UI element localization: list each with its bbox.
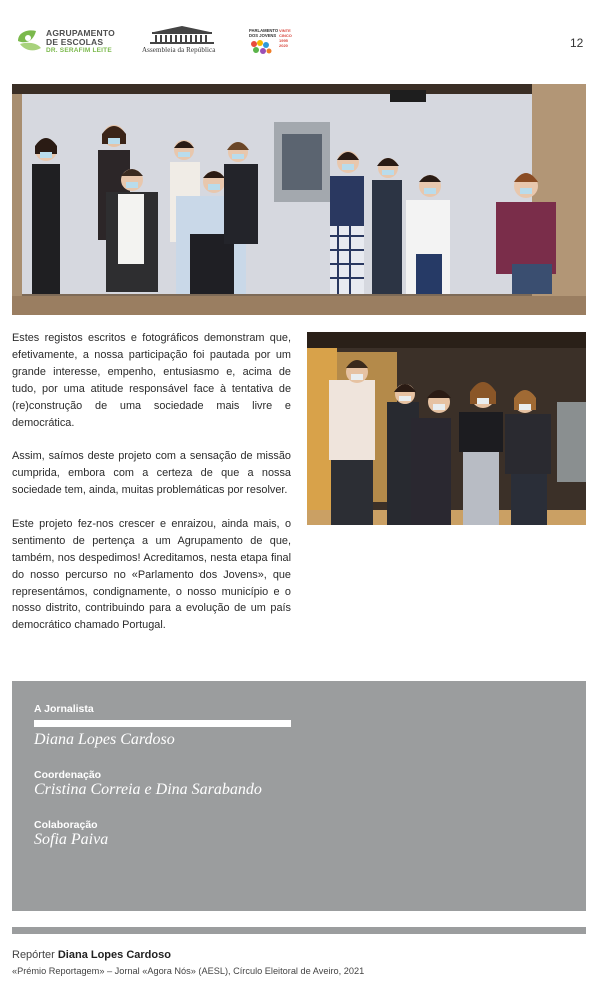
school-logo xyxy=(12,26,122,58)
parliament-building-icon xyxy=(146,26,218,44)
article-paragraph: Este projeto fez-nos crescer e enraizou, ainda mais, o sentimento de pertença a um Agrupamento de que, também, nos despedimos! Acreditamos, nesta etapa final do nosso percurso no «Parlamento dos Jovens», que representámos, condignamente, o nosso município e o nosso distrito, contribuindo para a evolução de um país democrático chamado Portugal. xyxy=(12,517,291,632)
assembly-logo-text: Assembleia da República xyxy=(142,46,216,54)
school-logo-line2: DE ESCOLAS xyxy=(46,37,104,47)
youth-logo-years: VINTE CINCO 1995 2020 xyxy=(279,28,292,48)
group-photo-girls xyxy=(307,332,586,525)
article-paragraph: Estes registos escritos e fotográficos demonstram que, efetivamente, a nossa participação foi pautada por um grande interesse, empenho, entusiasmo e, acima de tudo, por uma atitude responsável face à tentativa de (re)construção de uma sociedade mais livre e democrática. xyxy=(12,332,291,429)
reporter-name: Diana Lopes Cardoso xyxy=(57,949,171,961)
colorful-circles-icon xyxy=(249,39,273,55)
youth-logo-text: PARLAMENTO DOS JOVENS xyxy=(249,28,279,38)
article-paragraph: Assim, saímos deste projeto com a sensação de missão cumprida, embora com a certeza de que a nossa sociedade tem, ainda, muitas problemáticas por resolver. xyxy=(12,450,291,497)
journalist-name: Diana Lopes Cardoso xyxy=(34,731,175,748)
article-body xyxy=(12,330,291,651)
journalist-label: A Jornalista xyxy=(34,703,94,715)
credits-box xyxy=(12,681,586,911)
reporter-line xyxy=(12,949,171,961)
footer-divider xyxy=(12,927,586,934)
school-logo-line3: DR. SERAFIM LEITE xyxy=(46,47,112,54)
page-header xyxy=(0,0,600,80)
group-photo-stage xyxy=(12,84,586,315)
coordination-label: Coordenação xyxy=(34,769,102,781)
assembly-logo xyxy=(140,26,226,58)
collaboration-name: Sofia Paiva xyxy=(34,831,109,848)
group-photo-illustration xyxy=(307,332,586,525)
youth-parliament-logo xyxy=(248,26,298,58)
credits-divider xyxy=(34,720,291,727)
collaboration-label: Colaboração xyxy=(34,819,98,831)
leaf-logo-icon xyxy=(14,28,44,54)
coordination-names: Cristina Correia e Dina Sarabando xyxy=(34,781,262,798)
award-note: «Prémio Reportagem» – Jornal «Agora Nós» (AESL), Círculo Eleitoral de Aveiro, 2021 xyxy=(12,966,365,976)
page-number: 12 xyxy=(570,36,584,50)
group-photo-illustration xyxy=(12,84,586,315)
school-logo-line1: AGRUPAMENTO xyxy=(46,28,115,38)
reporter-label: Repórter xyxy=(12,949,55,961)
